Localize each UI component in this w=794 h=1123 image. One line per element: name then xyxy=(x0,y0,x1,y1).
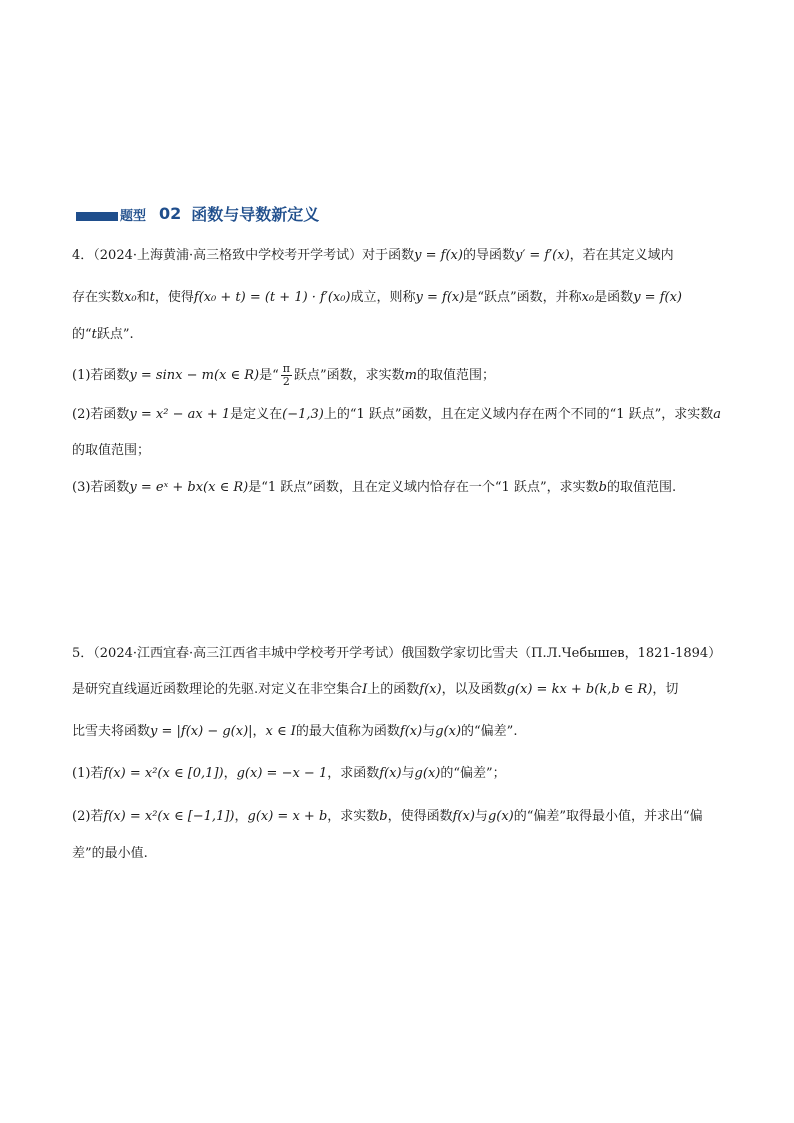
q4-text: 是“跃点”函数，并称 xyxy=(464,290,582,305)
math-expr: g(x) = kx + b(k,b ∈ R) xyxy=(506,682,653,697)
q4-text: 的取值范围； xyxy=(72,443,151,458)
math-expr: t xyxy=(91,327,97,342)
section-title: 函数与导数新定义 xyxy=(191,204,320,224)
q4-text: 存在实数 xyxy=(72,290,125,305)
math-expr: g(x) = −x − 1 xyxy=(236,766,328,781)
math-expr: y = f(x) xyxy=(415,290,465,305)
math-expr: b xyxy=(379,809,388,824)
q5-text: ，以及函数 xyxy=(441,682,507,697)
q5-part-2 xyxy=(72,808,703,826)
q5-number: 5． xyxy=(72,646,94,661)
q5-text: 的“偏差”. xyxy=(461,724,518,739)
section-tag: 题型 xyxy=(120,208,147,224)
q4-text: 对于函数 xyxy=(362,248,415,263)
q4-text: 是“ xyxy=(259,368,279,383)
math-expr: f(x) xyxy=(399,724,423,739)
q5-line-1 xyxy=(72,645,721,663)
math-expr: f(x₀ + t) = (t + 1) · f′(x₀) xyxy=(193,290,351,305)
q5-text: (1)若 xyxy=(72,766,104,781)
math-expr: y = x² − ax + 1 xyxy=(129,407,231,422)
q4-text: 的导函数 xyxy=(462,248,515,263)
math-expr: x₀ xyxy=(124,290,137,305)
section-number: 02 xyxy=(159,203,182,223)
math-expr: (−1,3) xyxy=(282,407,324,422)
math-expr: f(x) xyxy=(379,766,402,781)
math-expr: m xyxy=(404,368,417,383)
fraction xyxy=(281,363,292,388)
q4-text: (1)若函数 xyxy=(72,368,130,383)
math-expr: x₀ xyxy=(581,290,595,305)
q5-text: 比雪夫将函数 xyxy=(72,724,151,739)
q5-text: ，求函数 xyxy=(327,766,380,781)
q4-text: 跃点”. xyxy=(96,327,134,342)
q4-line-1 xyxy=(72,247,674,265)
q5-text: 的最大值称为函数 xyxy=(295,724,400,739)
math-expr: g(x) xyxy=(487,809,514,824)
q5-text: ，求实数 xyxy=(327,809,380,824)
q4-text: 是函数 xyxy=(594,290,634,305)
math-expr: g(x) xyxy=(435,724,462,739)
q5-source: （2024·江西宜春·高三江西省丰城中学校考开学考试） xyxy=(93,646,402,661)
q5-line-2 xyxy=(72,681,678,699)
math-expr: I xyxy=(362,682,368,697)
math-expr: y = f(x) xyxy=(633,290,682,305)
section-header xyxy=(76,200,319,226)
math-expr: y = |f(x) − g(x)| xyxy=(150,724,253,739)
q5-text: 的“偏差”取得最小值，并求出“偏 xyxy=(513,809,703,824)
section-bar-decoration xyxy=(76,212,118,221)
q4-part-1 xyxy=(72,363,495,388)
q4-part-3 xyxy=(72,479,676,497)
q4-line-3 xyxy=(72,326,134,344)
q5-part-1 xyxy=(72,765,506,783)
q5-text: ， xyxy=(223,766,237,781)
math-expr: y = f(x) xyxy=(414,248,463,263)
q4-line-2 xyxy=(72,289,682,307)
math-expr: f(x) = x²(x ∈ [−1,1]) xyxy=(103,809,235,824)
q5-text: ， xyxy=(234,809,248,824)
q5-text: 与 xyxy=(401,766,415,781)
q5-text: 差”的最小值. xyxy=(72,846,148,861)
math-expr: f(x) xyxy=(452,809,475,824)
math-expr: b xyxy=(598,480,607,495)
math-expr: g(x) = x + b xyxy=(247,809,328,824)
fraction-denominator: 2 xyxy=(282,375,290,388)
q5-text: 与 xyxy=(422,724,436,739)
q5-part-2-cont xyxy=(72,845,148,863)
math-expr: f(x) = x²(x ∈ [0,1]) xyxy=(103,766,224,781)
q4-text: 的取值范围； xyxy=(416,368,495,383)
q5-text: (2)若 xyxy=(72,809,104,824)
math-expr: x ∈ I xyxy=(265,724,296,739)
q4-part-2-cont xyxy=(72,442,150,460)
q5-text: ，使得函数 xyxy=(387,809,453,824)
q5-text: 是研究直线逼近函数理论的先驱.对定义在非空集合 xyxy=(72,682,363,697)
q5-text: 的“偏差”； xyxy=(440,766,506,781)
q4-text: (3)若函数 xyxy=(72,480,130,495)
q4-text: ，使得 xyxy=(154,290,194,305)
q4-text: ，若在其定义域内 xyxy=(569,248,674,263)
math-expr: y = eˣ + bx(x ∈ R) xyxy=(129,480,249,495)
q4-text: 的取值范围. xyxy=(606,480,677,495)
q5-line-3 xyxy=(72,723,517,741)
q5-text: 与 xyxy=(474,809,488,824)
math-expr: a xyxy=(713,407,722,422)
q4-part-2 xyxy=(72,406,721,424)
q5-text: ， xyxy=(252,724,266,739)
q5-text: ，切 xyxy=(652,682,679,697)
math-expr: y = sinx − m(x ∈ R) xyxy=(129,368,260,383)
math-expr: g(x) xyxy=(414,766,441,781)
q4-text: (2)若函数 xyxy=(72,407,130,422)
q4-text: 和 xyxy=(136,290,150,305)
q4-text: 上的“1 跃点”函数，且在定义域内存在两个不同的“1 跃点”，求实数 xyxy=(323,407,714,422)
q4-text: 跃点”函数，求实数 xyxy=(293,368,405,383)
q4-text: 成立，则称 xyxy=(350,290,416,305)
q5-text: 俄国数学家切比雪夫（П.Л.Чебышев，1821-1894） xyxy=(401,646,722,661)
q4-text: 的“ xyxy=(72,327,92,342)
q4-text: 是“1 跃点”函数，且在定义域内恰存在一个“1 跃点”，求实数 xyxy=(248,480,599,495)
math-expr: y′ = f′(x) xyxy=(514,248,570,263)
math-expr: f(x) xyxy=(419,682,442,697)
q5-text: 上的函数 xyxy=(367,682,420,697)
fraction-numerator: π xyxy=(282,362,290,375)
math-expr: t xyxy=(149,290,155,305)
q4-number: 4． xyxy=(72,248,94,263)
q4-text: 是定义在 xyxy=(230,407,283,422)
q4-source: （2024·上海黄浦·高三格致中学校考开学考试） xyxy=(93,248,363,263)
